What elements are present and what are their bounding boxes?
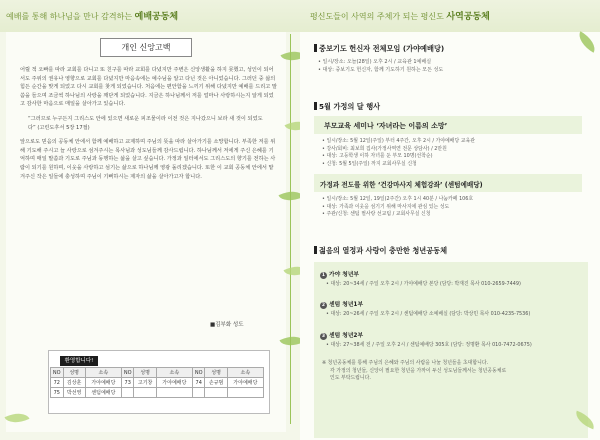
table-row [51, 378, 264, 388]
cell [156, 388, 192, 398]
youth-group-info: • 대상: 20~26세 / 주일 오후 2시 / 센텀예배당 소예배실 (담당: 박상민 목사 010-4235-7536) [326, 311, 531, 317]
vine-decoration [290, 34, 291, 424]
right-header-text [310, 9, 490, 22]
welcome-table [50, 367, 264, 398]
cell: 가야예배당 [156, 378, 192, 388]
cell: 72 [51, 378, 64, 388]
cell [192, 388, 205, 398]
col-header: 성명 [134, 368, 156, 378]
cell: 고기창 [134, 378, 156, 388]
cell [205, 388, 227, 398]
detail-line: • 일시/장소: 5월 12일, 19일(2주간) 오후 1시 40분 / 나눔카페 106호 [322, 196, 474, 202]
cell [121, 388, 134, 398]
table-row [51, 388, 264, 398]
youth-group-name: 센텀 청년2부 [329, 333, 364, 339]
right-header [300, 0, 600, 32]
col-header: NO [51, 368, 64, 378]
section-bar-icon [314, 102, 317, 110]
number-badge-icon: 3 [321, 334, 326, 339]
cell: 74 [192, 378, 205, 388]
cell: 가야예배당 [85, 378, 121, 388]
section-title-prayer [314, 44, 444, 54]
note-line: 인도 부탁드립니다. [330, 375, 371, 381]
youth-group-info: • 대상: 20~34세 / 주일 오후 2시 / 가야예배당 본당 (담당: 박재진 목사 010-2659-7449) [326, 281, 521, 287]
note-line: 각 가정의 청년들, 신앙이 필요한 청년을 가까이 두신 성도님들께서는 청년공동체로 [330, 367, 507, 374]
youth-group-title [320, 299, 363, 309]
col-header: 소속 [85, 368, 121, 378]
seminar-title: 부모교육 세미나 ‘자녀라는 이름의 소망’ [324, 122, 448, 130]
left-header [0, 0, 300, 32]
col-header: 성명 [63, 368, 85, 378]
youth-group-name: 가야 청년부 [329, 272, 360, 278]
info-line: • 일시/장소: 오늘(28일) 오후 2시 / 교육관 1예배실 [318, 59, 432, 65]
paragraph: 앞으로도 믿음의 공동체 안에서 함께 예배하고 교제하며 주님의 뜻을 따라 살아가기를 소망합니다. 부족한 저를 위해 기도해 주시고 늘 사랑으로 섬겨주시는 목사님과 성도님들께 감사드립니다. 하나님께서 저에게 주신 은혜를 기억하며 매일 말씀과 기도로 주님과 동행하는 삶을 살고 싶습니다. 가정과 일터에서도 그리스도의 향기를 전하는 사람이 되기를 원하며, 이웃을 사랑하고 섬기는 삶으로 하나님께 영광 돌리겠습니다. 또한 이 교회 공동체 안에서 맡겨주신 작은 일들에 충성하며 주님이 기뻐하시는 제자의 삶을 살아가고자 합니다. [20, 139, 276, 180]
cell [227, 388, 263, 398]
detail-line: • 강사/회비: 최보희 집사(가정사역연 전문 상담사) / 2만원 [322, 145, 447, 152]
section-title-youth [314, 246, 447, 256]
paragraph: 어릴 적 오빠를 따라 교회를 다니고 또 친구를 따라 교회를 다녔지만 주변은 신앙생활을 하지 못했고, 성인이 되어서도 주위의 권유나 영향으로 교회를 다녔지만 마음속에는 예수님을 알고 다닌 것은 아니었습니다. 그러던 중 삶의 힘든 순간을 맞게 되었고 다시 교회를 찾게 되었습니다. 처음에는 편안함을 느끼기 위해 다녔지만 예배를 드리고 말씀을 들으며 조금씩 하나님의 사랑을 깨닫게 되었습니다. 지금은 하나님께서 저를 얼마나 사랑하시는지 알게 되었고 감사한 마음으로 매일을 살아가고 있습니다. [20, 67, 277, 108]
cell [134, 388, 156, 398]
section-title-text: 5월 가정의 달 행사 [319, 102, 381, 111]
col-header: 소속 [227, 368, 263, 378]
left-header-label: 예배를 통해 하나님을 만나 감격하는 [6, 12, 135, 21]
youth-note [322, 360, 506, 383]
section-bar-icon [314, 44, 317, 52]
cell: 손규범 [205, 378, 227, 388]
detail-line: • 주관/신청: 센텀 필사랑 선교팀 / 교회사무실 신청 [322, 211, 431, 217]
cell: 김상훈 [63, 378, 85, 388]
col-header: 소속 [156, 368, 192, 378]
page-title: 개인 신앙고백 [100, 38, 192, 57]
left-header-text [6, 9, 178, 22]
welcome-label: 환영합니다! [60, 356, 98, 366]
signature: ■김부화 성도 [210, 322, 244, 328]
section-title-family [314, 102, 380, 112]
section-bar-icon [314, 246, 317, 254]
cell: 가야예배당 [227, 378, 263, 388]
right-header-bold: 사역공동체 [446, 12, 490, 22]
col-header: NO [192, 368, 205, 378]
left-header-bold: 예배공동체 [134, 12, 179, 22]
youth-group-info: • 대상: 27~38세 전 / 주일 오후 2시 / 센텀예배당 305호 (담당: 정명환 목사 010-7472-0675) [326, 342, 532, 348]
section-title-text: 중보기도 헌신자 전체모임 (가야예배당) [319, 44, 445, 53]
youth-group-title [320, 330, 363, 340]
cell: 73 [121, 378, 134, 388]
prayer-info [318, 58, 443, 74]
number-badge-icon: 1 [321, 273, 326, 278]
col-header: NO [121, 368, 134, 378]
cell: 센텀예배당 [85, 388, 121, 398]
detail-line: • 신청: 5월 5일(주일) 까지 교회사무실 신청 [322, 160, 417, 167]
number-badge-icon: 2 [321, 303, 326, 308]
testimony-body [20, 66, 278, 187]
section-title-text: 젊음의 열정과 사랑이 충만한 청년공동체 [319, 246, 448, 255]
info-line: • 대상: 중보기도 헌신자, 함께 기도하기 원하는 모든 성도 [318, 67, 444, 73]
detail-line: • 대상: 고등학생 이하 자녀를 둔 부모 10명(선착순) [322, 153, 433, 159]
massage-title: 가정과 전도를 위한 ‘건강마사지 체험강좌’ (센텀예배당) [320, 181, 483, 189]
note-line: ※ 청년공동체를 통해 주님의 은혜와 주님의 사람을 나눌 청년들을 초대합니다. [322, 360, 489, 366]
youth-group-name: 센텀 청년1부 [329, 302, 364, 308]
detail-line: • 대상: 가족과 이웃을 섬기기 위해 마사지에 관심 있는 성도 [322, 203, 450, 210]
youth-group-title [320, 269, 359, 279]
col-header: 성명 [205, 368, 227, 378]
detail-line: • 일시/장소: 5월 12일(주일) 부터 4주간, 오후 2시 / 가야예배당 교육관 [322, 138, 475, 144]
right-header-label: 평신도들이 사역의 주체가 되는 평신도 [310, 12, 447, 21]
seminar-details [322, 138, 475, 168]
bible-quote: “그러므로 누구든지 그리스도 안에 있으면 새로운 피조물이라 이전 것은 지나갔으니 보라 새 것이 되었도다” (고린도후서 5장 17절) [28, 115, 263, 131]
massage-details [322, 196, 473, 219]
leaf-icon [574, 31, 599, 52]
right-page [300, 0, 600, 440]
cell: 75 [51, 388, 64, 398]
cell: 박선영 [63, 388, 85, 398]
